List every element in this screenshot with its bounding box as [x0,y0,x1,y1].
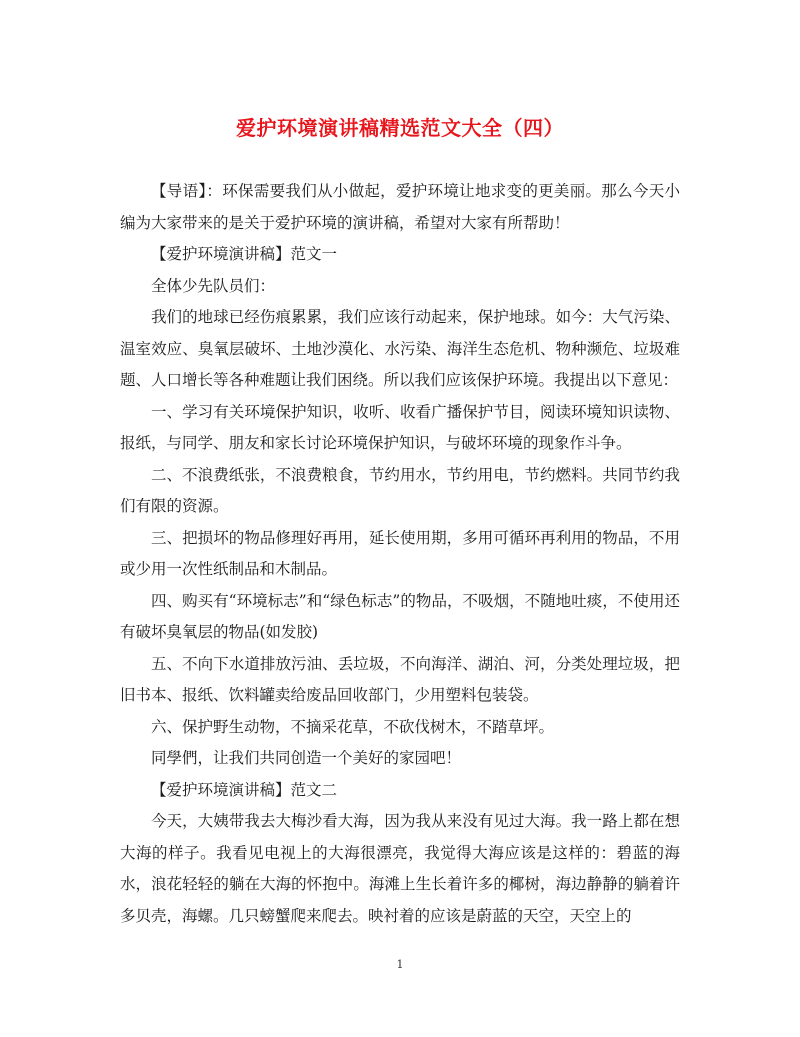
paragraph-point-2: 二、不浪费纸张，不浪费粮食，节约用水，节约用电，节约燃料。共同节约我们有限的资源。 [120,465,680,515]
page-number: 1 [396,958,404,971]
paragraph-point-5: 五、不向下水道排放污油、丢垃圾，不向海洋、湖泊、河，分类处理垃圾，把旧书本、报纸、饮料罐卖给废品回收部门，少用塑料包装袋。 [120,654,680,704]
paragraph-salutation: 全体少先队员们： [151,276,276,295]
paragraph-heading-one: 【爱护环境演讲稿】范文一 [151,245,338,263]
paragraph-point-6: 六、保护野生动物，不摘采花草，不砍伐树木，不踏草坪。 [151,717,555,736]
paragraph-point-1: 一、学习有关环境保护知识，收听、收看广播保护节目，阅读环境知识读物、报纸，与同学、朋友和家长讨论环境保护知识，与破坏环境的现象作斗争。 [120,402,680,452]
paragraph-closing: 同學們，让我们共同创造一个美好的家园吧！ [151,749,462,767]
paragraph-point-4: 四、购买有“环境标志”和“绿色标志”的物品，不吸烟，不随地吐痰，不使用还有破坏臭氧层的物品(如发胶) [120,591,680,641]
paragraph: 今天，大姨带我去大梅沙看大海，因为我从来没有见过大海。我一路上都在想大海的样子。我看见电视上的大海很漂亮，我觉得大海应该是这样的：碧蓝的海水，浪花轻轻的躺在大海的怀抱中。海滩上生长着许多的椰树，海边静静的躺着许多贝壳，海螺。几只螃蟹爬来爬去。映衬着的应该是蔚蓝的天空，天空上的 [120,812,680,925]
document-body [120,176,680,932]
paragraph-heading-two: 【爱护环境演讲稿】范文二 [151,780,338,799]
document-title: 爱护环境演讲稿精选范文大全（四） [236,116,564,140]
paragraph: 我们的地球已经伤痕累累，我们应该行动起来，保护地球。如今：大气污染、温室效应、臭氧层破坏、土地沙漠化、水污染、海洋生态危机、物种濒危、垃圾难题、人口增长等各种难题让我们困绕。所以我们应该保护环境。我提出以下意见： [120,308,680,389]
paragraph-point-3: 三、把损坏的物品修理好再用，延长使用期，多用可循环再利用的物品，不用或少用一次性纸制品和木制品。 [120,528,680,578]
paragraph-intro: 【导语】：环保需要我们从小做起，爱护环境让地求变的更美丽。那么今天小编为大家带来的是关于爱护环境的演讲稿，希望对大家有所帮助！ [120,182,680,232]
